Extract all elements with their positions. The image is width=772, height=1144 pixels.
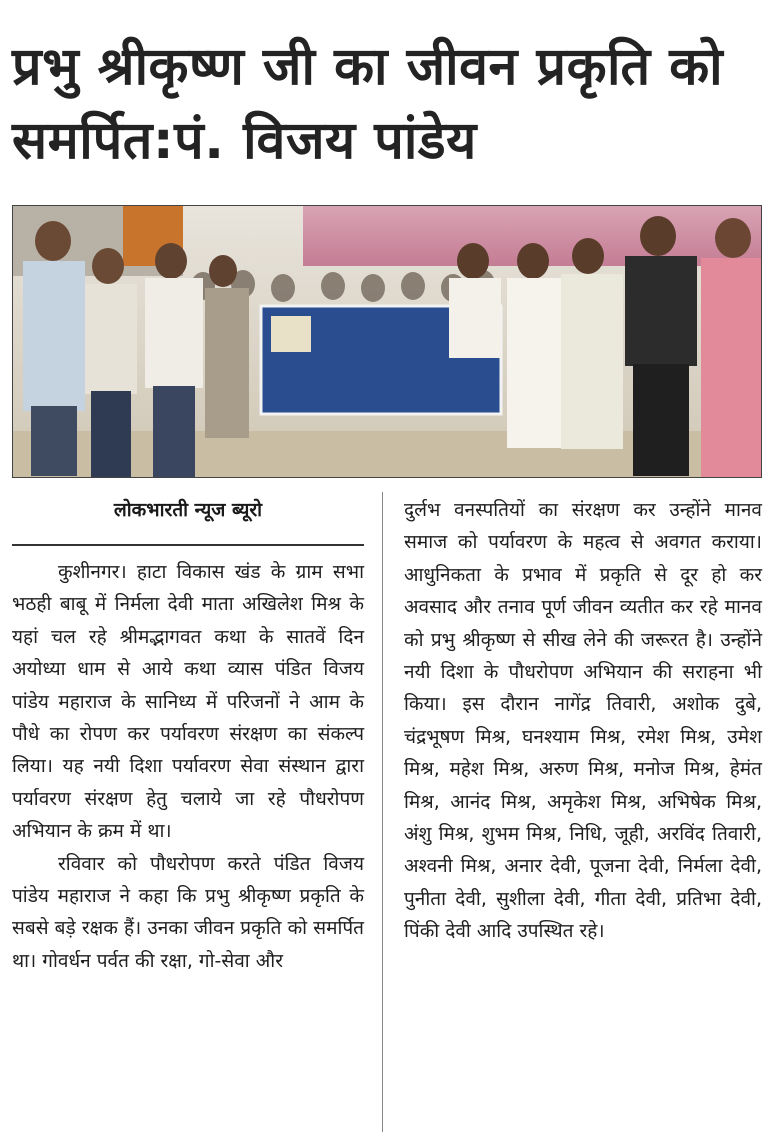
byline: लोकभारती न्यूज ब्यूरो: [113, 499, 263, 521]
paragraph: कुशीनगर। हाटा विकास खंड के ग्राम सभा भठही बाबू में निर्मला देवी माता अखिलेश मिश्र के यहां चल रहे श्रीमद्भागवत कथा के सातवें दिन अयोध्या धाम से आये कथा व्यास पंडित विजय पांडेय महाराज के सानिध्य में परिजनों ने आम के पौधे का रोपण कर पर्यावरण संरक्षण का संकल्प लिया। यह नयी दिशा पर्यावरण सेवा संस्थान द्वारा पर्यावरण संरक्षण हेतु चलाये जा रहे पौधरोपण अभियान के क्रम में था।: [12, 561, 364, 843]
paragraph: रविवार को पौधरोपण करते पंडित विजय पांडेय महाराज ने कहा कि प्रभु श्रीकृष्ण प्रकृति के सबसे बड़े रक्षक हैं। उनका जीवन प्रकृति को समर्पित था। गोवर्धन पर्वत की रक्षा, गो-सेवा और: [12, 852, 364, 972]
photo-illustration: [13, 206, 761, 477]
news-photo: [12, 205, 762, 478]
column-divider: [382, 492, 383, 1132]
headline: प्रभु श्रीकृष्ण जी का जीवन प्रकृति को समर्पित:पं. विजय पांडेय: [12, 37, 724, 171]
left-column: [12, 492, 364, 977]
right-column: [404, 494, 762, 948]
byline-rule: [12, 544, 364, 546]
paragraph: दुर्लभ वनस्पतियों का संरक्षण कर उन्होंने मानव समाज को पर्यावरण के महत्व से अवगत कराया। आधुनिकता के प्रभाव में प्रकृति से दूर हो कर अवसाद और तनाव पूर्ण जीवन व्यतीत कर रहे मानव को प्रभु श्रीकृष्ण से सीख लेने की जरूरत है। उन्होंने नयी दिशा के पौधरोपण अभियान की सराहना भी किया। इस दौरान नागेंद्र तिवारी, अशोक दुबे, चंद्रभूषण मिश्र, घनश्याम मिश्र, रमेश मिश्र, उमेश मिश्र, महेश मिश्र, अरुण मिश्र, मनोज मिश्र, हेमंत मिश्र, आनंद मिश्र, अमृकेश मिश्र, अभिषेक मिश्र, अंशु मिश्र, शुभम मिश्र, निधि, जूही, अरविंद तिवारी, अश्वनी मिश्र, अनार देवी, पूजना देवी, निर्मला देवी, पुनीता देवी, सुशीला देवी, गीता देवी, प्रतिभा देवी, पिंकी देवी आदि उपस्थित रहे।: [404, 499, 762, 943]
